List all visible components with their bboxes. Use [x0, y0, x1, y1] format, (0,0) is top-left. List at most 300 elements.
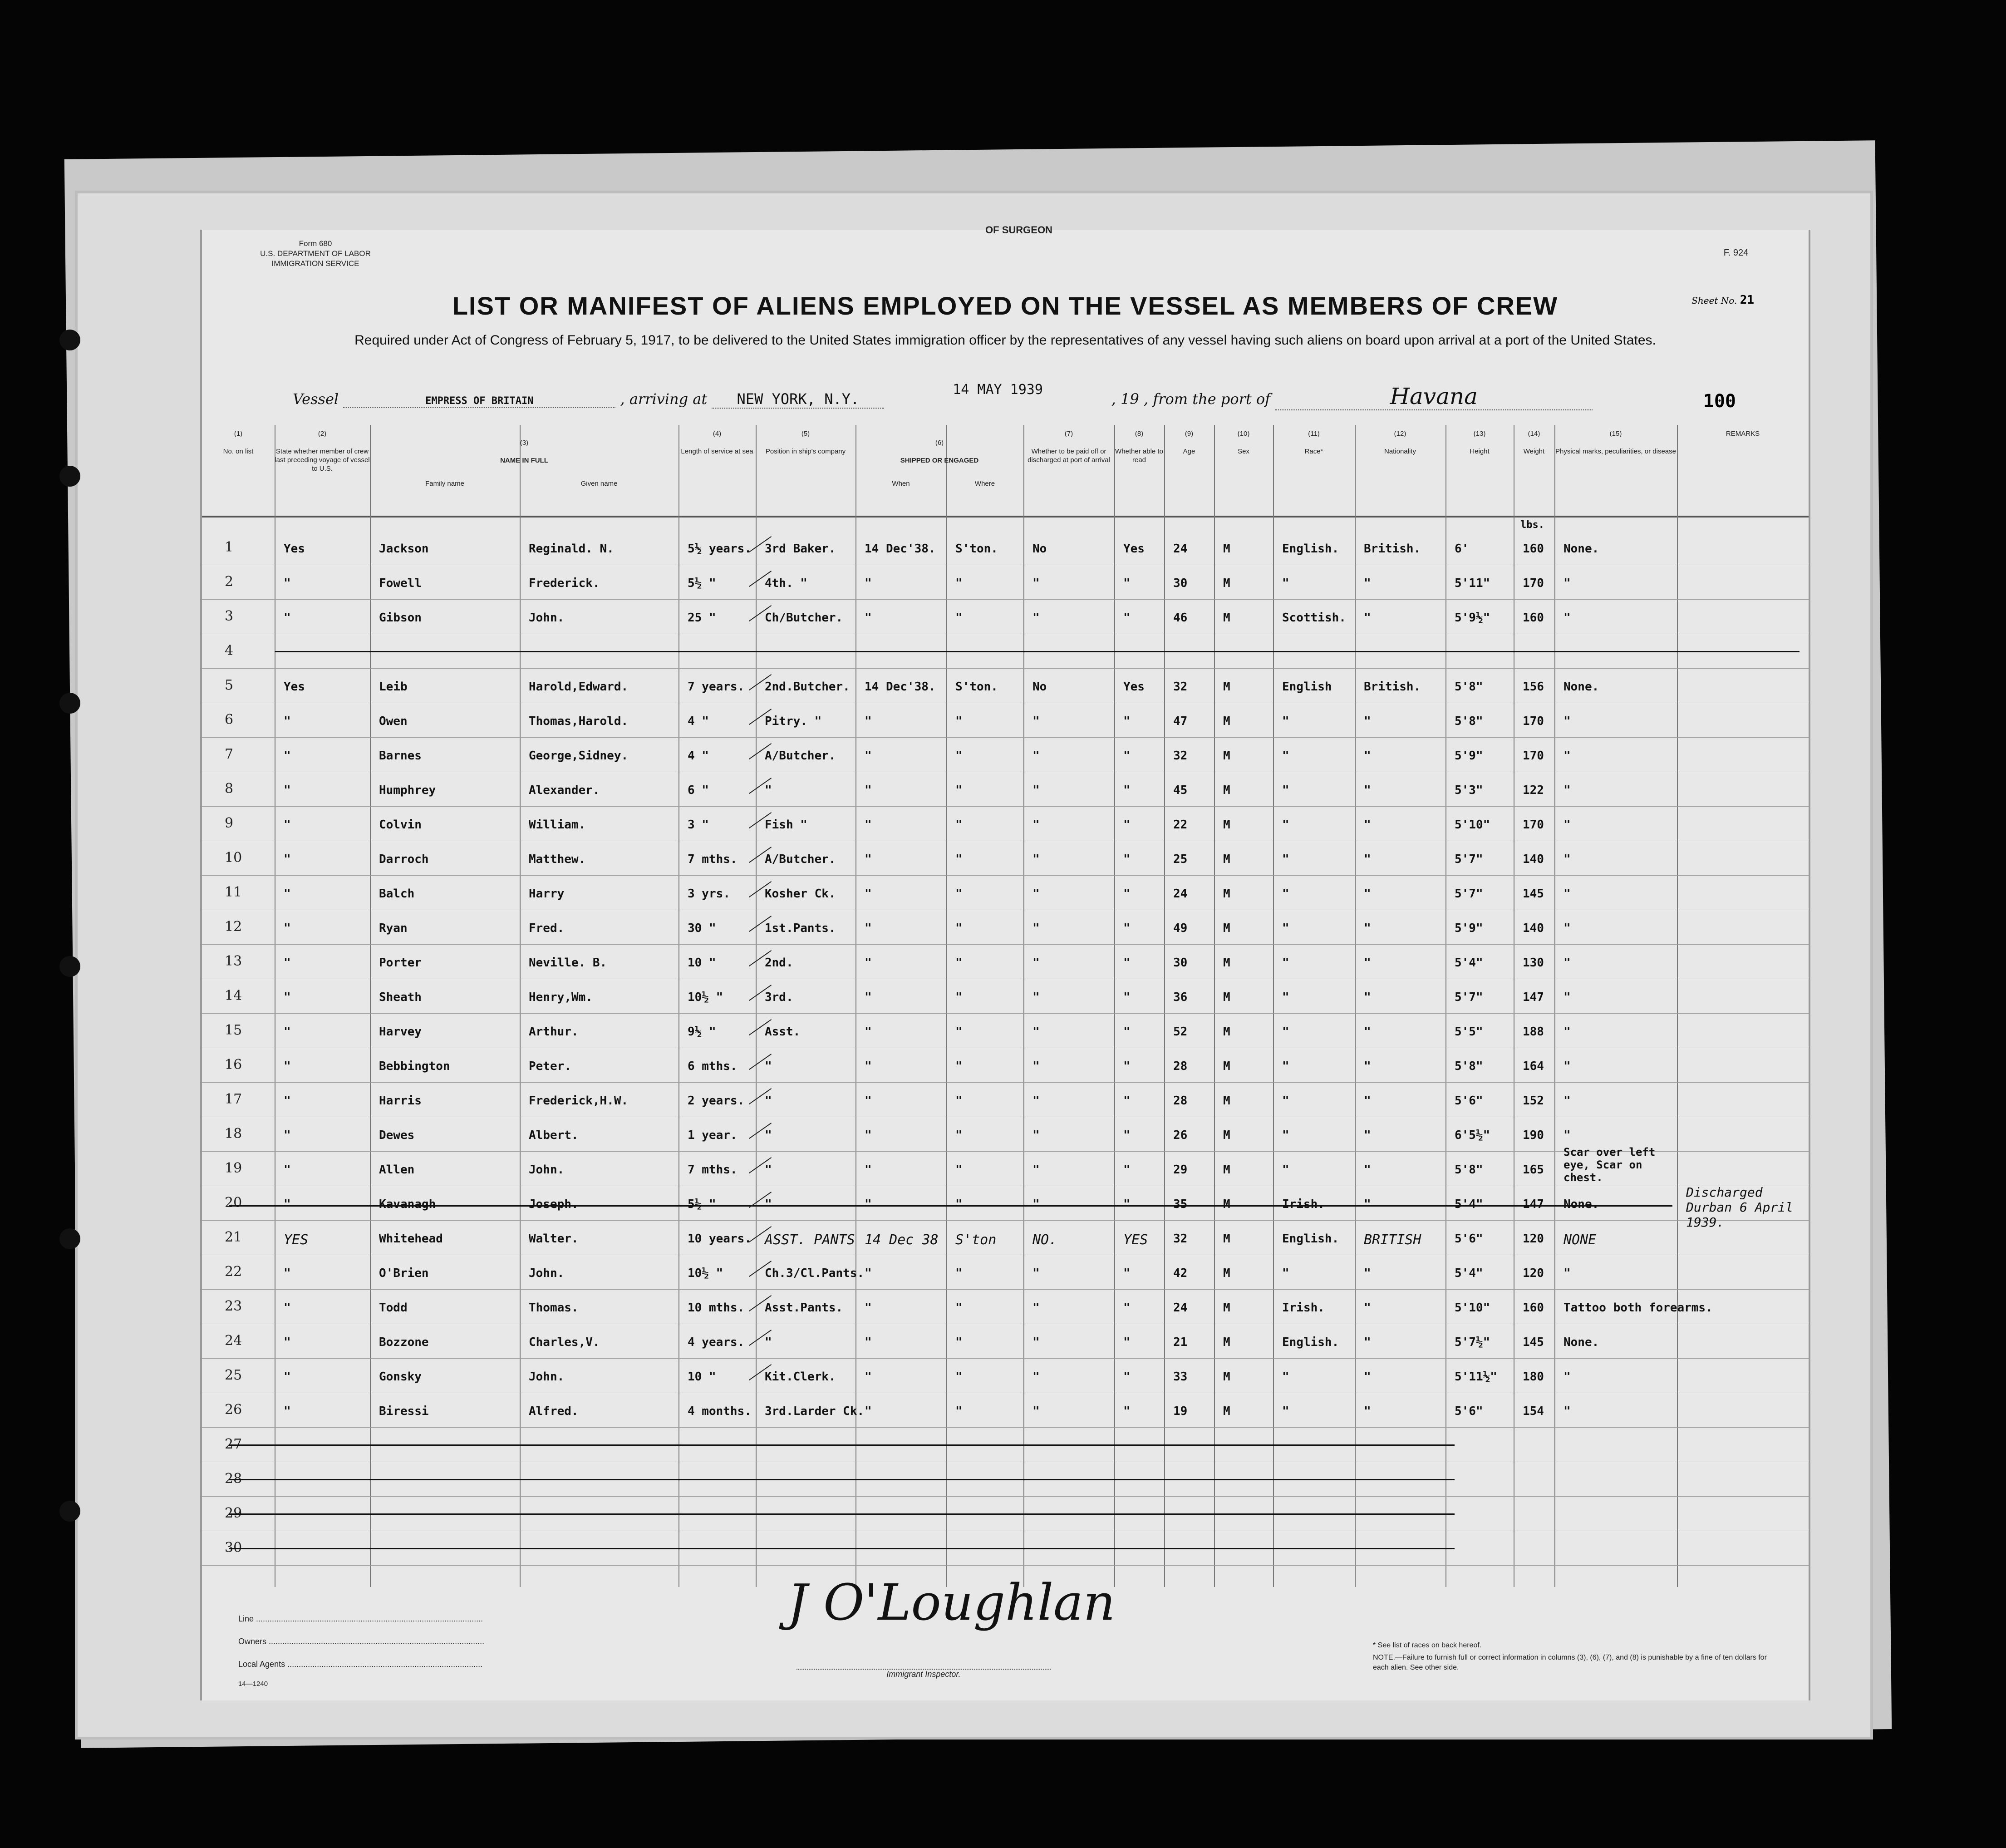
- cell-race: ": [1282, 1094, 1289, 1108]
- column-number: (10): [1237, 430, 1250, 438]
- column-label: Nationality: [1384, 448, 1416, 455]
- column-header: [1355, 429, 1446, 456]
- cell-service: 9½ ": [688, 1025, 716, 1039]
- cell-when: ": [865, 784, 872, 797]
- cell-position: A/Butcher.: [765, 853, 836, 866]
- cell-read: ": [1123, 922, 1131, 935]
- cell-when: ": [865, 749, 872, 763]
- weight-unit: lbs.: [1520, 519, 1544, 531]
- cell-nat: ": [1364, 1129, 1371, 1142]
- cell-read: ": [1123, 1335, 1131, 1349]
- column-label: Physical marks, peculiarities, or disease: [1555, 448, 1676, 455]
- cell-prev: ": [284, 784, 291, 797]
- column-header: [1446, 429, 1514, 456]
- cell-paid: ": [1032, 784, 1040, 797]
- cell-where: ": [955, 991, 963, 1004]
- cell-prev: ": [284, 922, 291, 935]
- cell-given: Harold,Edward.: [529, 680, 629, 694]
- cell-prev: ": [284, 1060, 291, 1073]
- cell-height: 5'4": [1455, 1198, 1483, 1211]
- cell-position: Ch.3/Cl.Pants.: [765, 1266, 865, 1280]
- cell-read: ": [1123, 1025, 1131, 1039]
- cell-position: 1st.Pants.: [765, 922, 836, 935]
- cell-sex: M: [1223, 1025, 1230, 1039]
- cell-where: ": [955, 956, 963, 970]
- cell-service: 5½ ": [688, 1198, 716, 1211]
- cell-service: 25 ": [688, 611, 716, 625]
- cell-family: Leib: [379, 680, 408, 694]
- cell-paid: ": [1032, 1301, 1040, 1315]
- column-label: Whether able to read: [1115, 448, 1163, 464]
- cell-given: Thomas,Harold.: [529, 715, 629, 728]
- cell-paid: ": [1032, 1060, 1040, 1073]
- cell-height: 5'9": [1455, 749, 1483, 763]
- cell-family: Harvey: [379, 1025, 422, 1039]
- cell-position: ": [765, 1129, 772, 1142]
- cell-when: ": [865, 715, 872, 728]
- cell-where: S'ton.: [955, 680, 998, 694]
- cell-read: ": [1123, 784, 1131, 797]
- row-rule: [202, 944, 1809, 945]
- cell-where: ": [955, 1335, 963, 1349]
- cell-family: Gibson: [379, 611, 422, 625]
- form-header-block: [247, 239, 384, 269]
- cell-position: 2nd.: [765, 956, 793, 970]
- row-number: 29: [225, 1505, 242, 1521]
- cell-given: William.: [529, 818, 586, 832]
- row-number: 5: [225, 677, 234, 693]
- cell-weight: 140: [1523, 853, 1544, 866]
- cell-read: ": [1123, 1404, 1131, 1418]
- row-number: 22: [225, 1264, 242, 1280]
- cell-given: Joseph.: [529, 1198, 579, 1211]
- inspector-label: Immigrant Inspector.: [796, 1669, 1051, 1679]
- cell-prev: Yes: [284, 680, 305, 694]
- cell-sex: M: [1223, 715, 1230, 728]
- column-header: [1554, 429, 1677, 456]
- cell-weight: 160: [1523, 542, 1544, 556]
- cell-sex: M: [1223, 680, 1230, 694]
- cell-marks: ": [1564, 887, 1571, 901]
- cell-sex: M: [1223, 1060, 1230, 1073]
- cell-age: 22: [1173, 818, 1188, 832]
- cell-family: Fowell: [379, 577, 422, 590]
- cell-position: ": [765, 1094, 772, 1108]
- agents-field: Local Agents ......................................................................................: [238, 1660, 483, 1669]
- cell-paid: ": [1032, 611, 1040, 625]
- cell-paid: No: [1032, 680, 1047, 694]
- cell-position: 4th. ": [765, 577, 807, 590]
- cell-where: ": [955, 749, 963, 763]
- cell-age: 29: [1173, 1163, 1188, 1177]
- row-number: 24: [225, 1333, 242, 1349]
- cell-sex: M: [1223, 1094, 1230, 1108]
- cell-nat: ": [1364, 1163, 1371, 1177]
- cell-race: ": [1282, 853, 1289, 866]
- cell-read: ": [1123, 956, 1131, 970]
- row-number: 12: [225, 919, 242, 935]
- cell-service: 3 ": [688, 818, 709, 832]
- column-header: [1114, 429, 1164, 464]
- cell-given: Walter.: [529, 1232, 579, 1246]
- cell-race: ": [1282, 1404, 1289, 1418]
- cell-given: John.: [529, 611, 565, 625]
- cell-service: 10 ": [688, 1370, 716, 1384]
- form-subtitle: Required under Act of Congress of February 5, 1917, to be delivered to the United States immigration officer by the representatives of any vessel having such aliens on board upon arrival at a port of the United States.: [354, 333, 1656, 348]
- cell-nat: ": [1364, 887, 1371, 901]
- cell-given: Fred.: [529, 922, 565, 935]
- cell-age: 49: [1173, 922, 1188, 935]
- cell-marks: ": [1564, 1025, 1571, 1039]
- cell-position: ": [765, 1198, 772, 1211]
- column-number: (12): [1394, 430, 1406, 438]
- cell-paid: ": [1032, 1129, 1040, 1142]
- cell-age: 33: [1173, 1370, 1188, 1384]
- sheet-number: 21: [1740, 293, 1754, 307]
- cell-nat: ": [1364, 1094, 1371, 1108]
- cell-age: 19: [1173, 1404, 1188, 1418]
- cell-given: Neville. B.: [529, 956, 607, 970]
- binder-hole: [59, 466, 80, 487]
- cell-marks: ": [1564, 1094, 1571, 1108]
- column-label: Whether to be paid off or discharged at port of arrival: [1028, 448, 1110, 464]
- column-label: When: [892, 480, 910, 488]
- cell-service: 5½ years.: [688, 542, 752, 556]
- cell-paid: ": [1032, 1266, 1040, 1280]
- cell-sex: M: [1223, 577, 1230, 590]
- column-label: REMARKS: [1726, 430, 1760, 438]
- row-rule: [202, 1496, 1809, 1497]
- line-field: Line ....................................................................................................: [238, 1614, 483, 1623]
- inspector-signature: J O'Loughlan: [787, 1573, 1116, 1631]
- row-rule: [202, 668, 1809, 669]
- cell-family: Jackson: [379, 542, 429, 556]
- cell-prev: ": [284, 1404, 291, 1418]
- column-label: Weight: [1523, 448, 1545, 455]
- cell-service: 10 years.: [688, 1232, 752, 1246]
- cell-when: ": [865, 1266, 872, 1280]
- cell-height: 5'6": [1455, 1232, 1483, 1246]
- cell-weight: 147: [1523, 991, 1544, 1004]
- cell-paid: ": [1032, 749, 1040, 763]
- manifest-form: [200, 224, 1810, 1700]
- column-header: [275, 429, 370, 473]
- cell-nat: ": [1364, 1060, 1371, 1073]
- cell-family: Dewes: [379, 1129, 415, 1142]
- cell-paid: ": [1032, 956, 1040, 970]
- cell-given: Frederick,H.W.: [529, 1094, 629, 1108]
- cell-marks: None.: [1564, 542, 1599, 556]
- row-number: 6: [225, 712, 234, 728]
- row-rule: [202, 599, 1809, 600]
- cell-service: 3 yrs.: [688, 887, 730, 901]
- sheet-label: Sheet No.: [1691, 295, 1737, 306]
- cell-nat: ": [1364, 1025, 1371, 1039]
- cell-family: Whitehead: [379, 1232, 443, 1246]
- cell-weight: 122: [1523, 784, 1544, 797]
- row-number: 13: [225, 953, 242, 969]
- cell-service: 10½ ": [688, 991, 723, 1004]
- penalty-note: NOTE.—Failure to furnish full or correct information in columns (3), (6), (7), and (8) is punishable by a fine of ten dollars for each alien. See other side.: [1373, 1654, 1767, 1671]
- cell-nat: ": [1364, 577, 1371, 590]
- column-label: Length of service at sea: [681, 448, 753, 455]
- cell-nat: ": [1364, 1198, 1371, 1211]
- line-label: Line: [238, 1614, 254, 1623]
- cell-read: ": [1123, 818, 1131, 832]
- cell-family: Owen: [379, 715, 408, 728]
- cell-weight: 190: [1523, 1129, 1544, 1142]
- cell-position: 3rd.Larder Ck.: [765, 1404, 865, 1418]
- cell-where: S'ton.: [955, 542, 998, 556]
- row-number: 3: [225, 608, 234, 624]
- cell-position: Fish ": [765, 818, 807, 832]
- cell-where: ": [955, 1025, 963, 1039]
- form-code: F. 924: [1723, 248, 1749, 258]
- cancel-line: [229, 1479, 1455, 1480]
- cell-given: Thomas.: [529, 1301, 579, 1315]
- cell-where: ": [955, 1094, 963, 1108]
- cell-race: ": [1282, 715, 1289, 728]
- cell-where: ": [955, 853, 963, 866]
- cell-race: ": [1282, 1266, 1289, 1280]
- column-number: (7): [1064, 430, 1073, 438]
- cell-paid: ": [1032, 1025, 1040, 1039]
- cell-nat: ": [1364, 956, 1371, 970]
- cell-prev: ": [284, 1301, 291, 1315]
- cell-age: 32: [1173, 1232, 1188, 1246]
- arriving-label: , arriving at: [620, 390, 708, 408]
- cell-sex: M: [1223, 922, 1230, 935]
- cell-prev: ": [284, 1094, 291, 1108]
- cell-nat: ": [1364, 715, 1371, 728]
- owners-field: Owners ...............................................................................................: [238, 1637, 485, 1646]
- cell-service: 5½ ": [688, 577, 716, 590]
- row-rule: [202, 1427, 1809, 1428]
- cell-weight: 120: [1523, 1266, 1544, 1280]
- cell-read: ": [1123, 1370, 1131, 1384]
- cell-marks: ": [1564, 749, 1571, 763]
- cell-sex: M: [1223, 1370, 1230, 1384]
- cell-position: A/Butcher.: [765, 749, 836, 763]
- cell-where: ": [955, 1301, 963, 1315]
- cell-family: Biressi: [379, 1404, 429, 1418]
- cell-family: Bozzone: [379, 1335, 429, 1349]
- cell-paid: ": [1032, 1404, 1040, 1418]
- cell-marks: ": [1564, 715, 1571, 728]
- cell-nat: ": [1364, 1301, 1371, 1315]
- cell-marks: ": [1564, 853, 1571, 866]
- cell-marks: None.: [1564, 1335, 1599, 1349]
- row-number: 23: [225, 1298, 242, 1314]
- row-number: 10: [225, 850, 242, 866]
- cell-marks: Scar over left eye, Scar on chest.: [1564, 1146, 1656, 1184]
- cell-when: 14 Dec 38: [865, 1232, 939, 1248]
- cell-when: ": [865, 1301, 872, 1315]
- cancel-line: [275, 651, 1800, 652]
- cell-race: ": [1282, 1025, 1289, 1039]
- cell-where: ": [955, 577, 963, 590]
- cell-service: 7 years.: [688, 680, 745, 694]
- cell-when: ": [865, 887, 872, 901]
- cell-service: 7 mths.: [688, 853, 738, 866]
- column-number: (5): [801, 430, 810, 438]
- cell-position: Kosher Ck.: [765, 887, 836, 901]
- cell-marks: Tattoo both forearms.: [1564, 1301, 1713, 1315]
- service: IMMIGRATION SERVICE: [271, 259, 359, 268]
- cell-marks: ": [1564, 611, 1571, 625]
- column-number: (13): [1473, 430, 1486, 438]
- cell-nat: ": [1364, 1404, 1371, 1418]
- cell-age: 52: [1173, 1025, 1188, 1039]
- cell-where: ": [955, 1060, 963, 1073]
- cell-nat: British.: [1364, 542, 1421, 556]
- cell-age: 28: [1173, 1060, 1188, 1073]
- cell-marks: ": [1564, 784, 1571, 797]
- cell-family: Allen: [379, 1163, 415, 1177]
- cell-family: Todd: [379, 1301, 408, 1315]
- binder-hole: [59, 956, 80, 977]
- arriving-port: NEW YORK, N.Y.: [712, 390, 884, 409]
- cell-given: Frederick.: [529, 577, 600, 590]
- cell-prev: ": [284, 1163, 291, 1177]
- cell-paid: ": [1032, 1163, 1040, 1177]
- cell-paid: ": [1032, 577, 1040, 590]
- cell-marks: ": [1564, 991, 1571, 1004]
- cell-when: 14 Dec'38.: [865, 542, 936, 556]
- column-header: [856, 479, 946, 488]
- cell-sex: M: [1223, 991, 1230, 1004]
- cell-age: 24: [1173, 1301, 1188, 1315]
- cell-marks: None.: [1564, 1198, 1599, 1211]
- cell-height: 5'8": [1455, 1163, 1483, 1177]
- cell-age: 26: [1173, 1129, 1188, 1142]
- column-label: Family name: [425, 480, 464, 488]
- cell-when: ": [865, 956, 872, 970]
- cell-position: 2nd.Butcher.: [765, 680, 850, 694]
- cell-position: Pitry. ": [765, 715, 822, 728]
- cell-remarks: Discharged Durban 6 April 1939.: [1686, 1185, 1794, 1230]
- cell-where: ": [955, 715, 963, 728]
- cell-read: ": [1123, 1060, 1131, 1073]
- cell-nat: ": [1364, 922, 1371, 935]
- cell-prev: ": [284, 1335, 291, 1349]
- cell-sex: M: [1223, 956, 1230, 970]
- cell-position: ": [765, 1060, 772, 1073]
- cell-paid: ": [1032, 1094, 1040, 1108]
- cell-sex: M: [1223, 784, 1230, 797]
- cell-read: ": [1123, 1266, 1131, 1280]
- page-number: 100: [1703, 391, 1736, 412]
- cell-service: 6 ": [688, 784, 709, 797]
- cell-weight: 170: [1523, 577, 1544, 590]
- cell-family: Gonsky: [379, 1370, 422, 1384]
- cell-sex: M: [1223, 1163, 1230, 1177]
- cell-position: Asst.Pants.: [765, 1301, 843, 1315]
- cell-when: ": [865, 818, 872, 832]
- cell-marks: ": [1564, 1370, 1571, 1384]
- manifest-page: [75, 191, 1873, 1740]
- cell-when: ": [865, 1094, 872, 1108]
- cell-prev: YES: [284, 1232, 309, 1248]
- cell-sex: M: [1223, 1335, 1230, 1349]
- cell-read: ": [1123, 611, 1131, 625]
- cell-position: Ch/Butcher.: [765, 611, 843, 625]
- cell-nat: ": [1364, 818, 1371, 832]
- cell-paid: ": [1032, 887, 1040, 901]
- cell-when: ": [865, 1198, 872, 1211]
- column-number: (4): [713, 430, 722, 438]
- cell-height: 5'5": [1455, 1025, 1483, 1039]
- cell-marks: ": [1564, 922, 1571, 935]
- column-header: [1677, 429, 1809, 438]
- binder-hole: [59, 1228, 80, 1249]
- column-label: Height: [1470, 448, 1490, 455]
- cancel-line: [229, 1548, 1455, 1549]
- row-number: 26: [225, 1402, 242, 1418]
- cell-sex: M: [1223, 1198, 1230, 1211]
- print-code: 14—1240: [238, 1680, 268, 1688]
- cell-when: ": [865, 1404, 872, 1418]
- cell-marks: ": [1564, 577, 1571, 590]
- row-number: 17: [225, 1091, 242, 1107]
- cell-prev: ": [284, 1370, 291, 1384]
- cell-position: 3rd.: [765, 991, 793, 1004]
- cell-weight: 170: [1523, 715, 1544, 728]
- cell-weight: 145: [1523, 887, 1544, 901]
- cell-position: ": [765, 1163, 772, 1177]
- crew-table: [202, 425, 1809, 1587]
- vessel-line: [293, 383, 1593, 410]
- row-number: 14: [225, 988, 242, 1004]
- row-number: 1: [225, 539, 234, 555]
- row-number: 20: [225, 1195, 242, 1211]
- cell-sex: M: [1223, 611, 1230, 625]
- row-number: 30: [225, 1540, 242, 1556]
- cell-when: ": [865, 991, 872, 1004]
- cell-given: Albert.: [529, 1129, 579, 1142]
- cell-prev: ": [284, 887, 291, 901]
- cell-marks: ": [1564, 1404, 1571, 1418]
- cell-weight: 140: [1523, 922, 1544, 935]
- column-label: Race*: [1304, 448, 1323, 455]
- row-number: 11: [225, 884, 242, 900]
- agents-label: Local Agents: [238, 1660, 285, 1669]
- cell-prev: ": [284, 853, 291, 866]
- cell-read: ": [1123, 1301, 1131, 1315]
- cell-read: Yes: [1123, 542, 1145, 556]
- cell-race: English.: [1282, 542, 1339, 556]
- cell-where: ": [955, 1266, 963, 1280]
- cell-when: ": [865, 1129, 872, 1142]
- cell-given: Henry,Wm.: [529, 991, 593, 1004]
- cell-height: 5'6": [1455, 1404, 1483, 1418]
- cell-service: 1 year.: [688, 1129, 738, 1142]
- cell-height: 5'7": [1455, 991, 1483, 1004]
- cell-weight: 156: [1523, 680, 1544, 694]
- cell-race: ": [1282, 1129, 1289, 1142]
- column-header: [1514, 429, 1554, 456]
- row-rule: [202, 875, 1809, 876]
- cell-height: 5'10": [1455, 818, 1490, 832]
- column-header: [1273, 429, 1355, 456]
- cell-where: ": [955, 922, 963, 935]
- row-rule: [202, 1565, 1809, 1566]
- cell-when: ": [865, 922, 872, 935]
- cell-height: 5'8": [1455, 1060, 1483, 1073]
- cell-paid: ": [1032, 1198, 1040, 1211]
- cell-sex: M: [1223, 818, 1230, 832]
- cell-when: ": [865, 1060, 872, 1073]
